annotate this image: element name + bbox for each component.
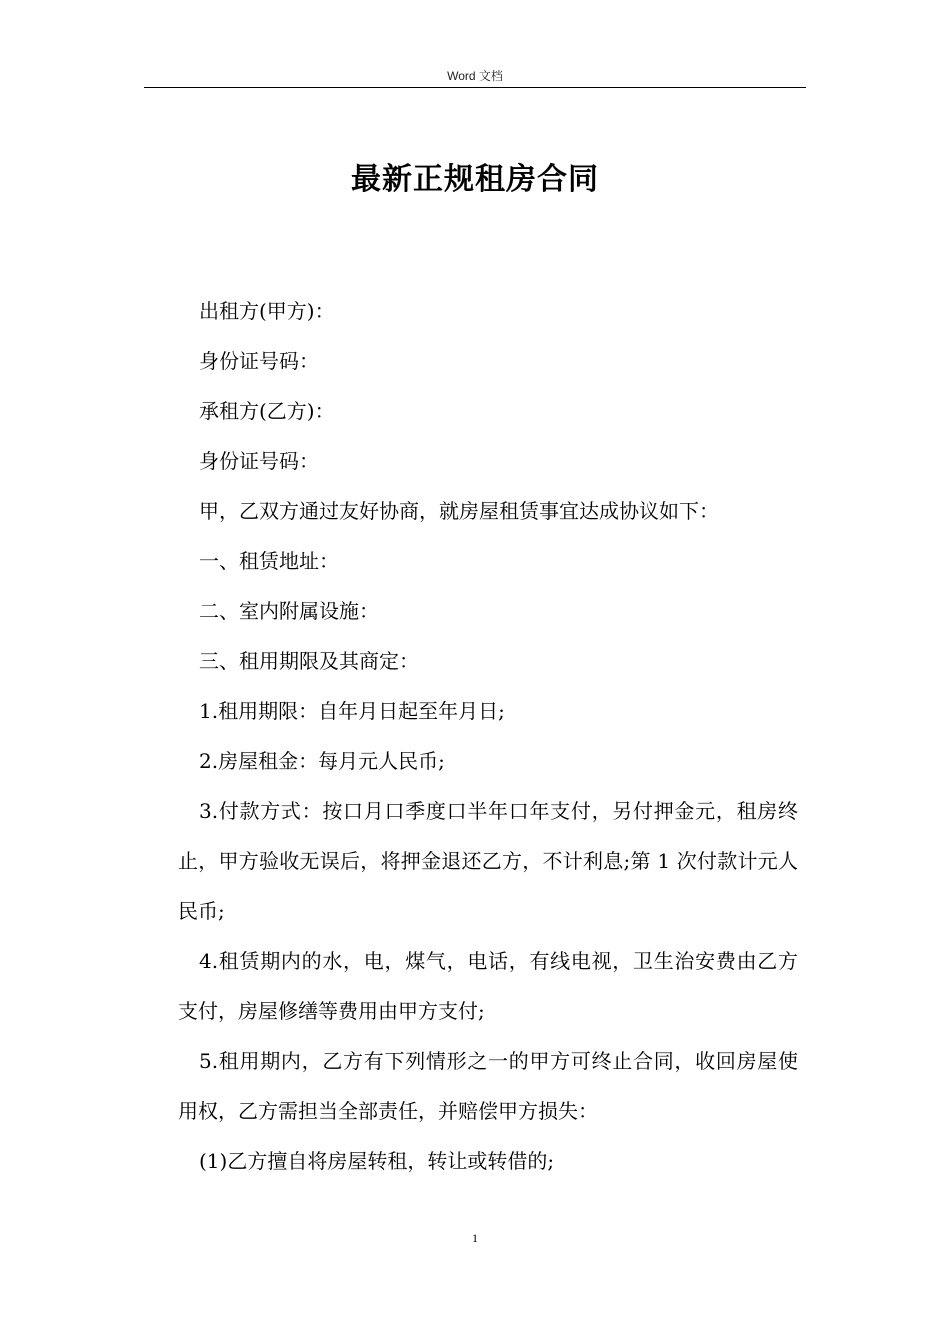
header-divider (144, 87, 806, 88)
page-header: Word 文档 (447, 69, 503, 83)
paragraph-lessor: 出租方(甲方)： (199, 299, 335, 323)
document-title: 最新正规租房合同 (351, 162, 599, 197)
page-number: 1 (472, 1231, 478, 1245)
paragraph-section-address: 一、租赁地址： (199, 549, 339, 573)
paragraph-term-period: 1.租用期限：自年月日起至年月日; (199, 699, 505, 723)
paragraph-sublet-clause: (1)乙方擅自将房屋转租，转让或转借的; (199, 1149, 555, 1173)
paragraph-lessee-id: 身份证号码： (199, 449, 319, 473)
paragraph-termination: 5.租用期内，乙方有下列情形之一的甲方可终止合同，收回房屋使用权，乙方需担当全部责任，并赔偿甲方损失： (178, 1049, 798, 1123)
paragraph-section-facilities: 二、室内附属设施： (199, 599, 379, 623)
paragraph-agreement-intro: 甲，乙双方通过友好协商，就房屋租赁事宜达成协议如下： (199, 499, 719, 523)
paragraph-section-term: 三、租用期限及其商定： (199, 649, 419, 673)
paragraph-lessee: 承租方(乙方)： (199, 399, 335, 423)
paragraph-lessor-id: 身份证号码： (199, 349, 319, 373)
document-body (178, 286, 798, 1186)
paragraph-rent: 2.房屋租金：每月元人民币; (199, 749, 445, 773)
paragraph-utilities: 4.租赁期内的水，电，煤气，电话，有线电视，卫生治安费由乙方支付，房屋修缮等费用由甲方支付; (178, 949, 798, 1023)
paragraph-payment-method: 3.付款方式：按口月口季度口半年口年支付，另付押金元，租房终止，甲方验收无误后，将押金退还乙方，不计利息;第 1 次付款计元人民币; (178, 799, 798, 923)
